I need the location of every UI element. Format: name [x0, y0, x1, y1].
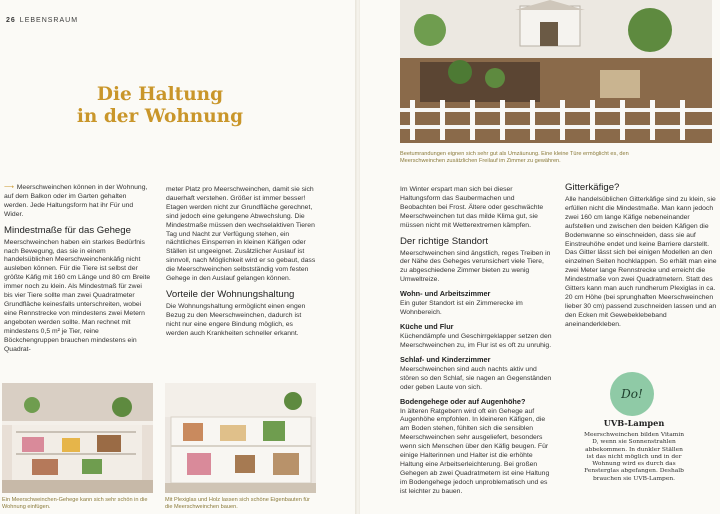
left-column-1	[4, 184, 152, 357]
caption-photo-1: Ein Meerschweinchen-Gehege kann sich sehr schön in die Wohnung einfügen.	[2, 497, 148, 510]
paragraph-gitterkaefige: Alle handelsüblichen Gitterkäfige sind zu klein, sie erfüllen nicht die Mindestmaße. Man kann jedoch zwei 160 cm lange Käfige nebeneinander aufstellen und zwischen den beiden Käfigen die Bodenwanne so einschneiden, dass sie auf Einstreuhöhe endet und keine Barriere darstellt. Das Gitter lässt sich bei einigen Modellen an den einzelnen Seiten hochklappen. So erhält man eine zwei Meter lange Rennstrecke und erreicht die Mindestmaße von zwei Quadratmetern. Statt des Gitters kann man auch rundherum Plexiglas in ca. 20 cm Höhe (bei sprunghaften Meerschweinchen lieber 30 cm) passend zuschneiden lassen und an den Ecken mit Gewebeklebeband aneinanderkleben.	[565, 196, 717, 328]
heading-gitterkaefige: Gitterkäfige?	[565, 182, 620, 193]
do-badge: Do!	[610, 372, 654, 416]
arrow-icon: ⟶	[4, 184, 14, 191]
uvb-heading: UVB-Lampen	[603, 418, 665, 428]
paragraph-winter: Im Winter erspart man sich bei dieser Haltungsform das Saubermachen und Beobachten bei Frost. Ältere oder geschwächte Meerschweinchen tut das milde Klima gut, sie müssen nicht mit Wetterextremen kämpfen.	[400, 186, 544, 229]
heading-vorteile: Vorteile der Wohnungshaltung	[166, 288, 295, 300]
right-column-1	[400, 186, 552, 500]
paragraph-wohnzimmer: Ein guter Standort ist ein Zimmerecke im Wohnbereich.	[400, 300, 523, 317]
subheading-wohnzimmer: Wohn- und Arbeitszimmer	[400, 289, 491, 299]
section-label: LEBENSRAUM	[19, 17, 79, 24]
paragraph-platz: meter Platz pro Meerschweinchen, damit sie sich dauerhaft verstehen. Größer ist immer besser! Etagen werden nicht zur Grundfläche gerechnet, sind jedoch eine gelungene Abwechslung. Die Mindestmaße müssen den wechselaktiven Tieren Tag und Nacht zur Verfügung stehen, ein nächtliches Einsperren in kleinen Käfigen oder Ställen ist ungeeignet. Zusätzlicher Auslauf ist sinnvoll, nach Möglichkeit wird er so gebaut, dass die Meerschweinchen selbstständig vom festen Gehege in den Auslauf gelangen können.	[166, 186, 316, 283]
photo-enclosure-living-room	[2, 383, 153, 493]
paragraph-schlafzimmer: Meerschweinchen sind auch nachts aktiv und stören so den Schlaf, sie nagen an Gegenständen oder geben Laute von sich.	[400, 365, 552, 391]
running-header	[6, 17, 78, 24]
intro-paragraph: ⟶ Meerschweinchen können in der Wohnung, auf dem Balkon oder im Garten gehalten werden. Jede Haltungsform hat ihr Für und Wider.	[4, 184, 148, 218]
paragraph-vorteile: Die Wohnungshaltung ermöglicht einen engen Bezug zu den Meerschweinchen, dadurch ist nicht nur eine engere Bindung möglich, es werden auch Krankheiten schneller erkannt.	[166, 302, 306, 337]
caption-photo-2: Mit Plexiglas und Holz lassen sich schöne Eigenbauten für die Meerschweinchen bauen.	[165, 497, 310, 510]
paragraph-bodengehege: In älteren Ratgebern wird oft ein Gehege auf Augenhöhe empfohlen. In kleineren Käfigen, die am Boden stehen, fühlten sich die sensiblen Meerschweinchen sehr ausgeliefert, besonders wenn sich Menschen über den Käfig beugen. Für einige Halterinnen und Halter ist die erhöhte Haltung eine Arbeitserleichterung. Bei großen Gehegen ab zwei Quadratmetern ist eine Haltung im Bodengehege jedoch unproblematisch und es ist leichter zu bauen.	[400, 407, 550, 495]
caption-top-photo: Beetumrandungen eignen sich sehr gut als Umzäunung. Eine kleine Türe ermöglicht es, den Meerschweinchen zusätzlichen Freilauf im Zimmer zu gewähren.	[400, 151, 629, 164]
heading-mindestmasse: Mindestmaße für das Gehege	[4, 224, 131, 236]
left-page	[0, 0, 356, 514]
paragraph-kueche: Küchendämpfe und Geschirrgeklapper setzen den Meerschweinchen zu, im Flur ist es oft zu unruhig.	[400, 332, 552, 349]
paragraph-standort: Meerschweinchen sind ängstlich, reges Treiben in der Nähe des Geheges verunsichert viele Tiere, zu abgeschiedene Zimmer bieten zu wenig Umweltreize.	[400, 249, 551, 284]
right-column-2	[565, 182, 717, 333]
uvb-text: Meerschweinchen bilden Vitamin D, wenn sie Sonnenstrahlen abbekommen. In dunkler Ställen ist das nicht möglich und in der Wohnung wird es durch das Fensterglas abgefangen. Deshalb brauchen sie UVB-Lampen.	[583, 432, 685, 482]
uvb-info-box	[583, 418, 685, 483]
photo-fenced-enclosure	[400, 0, 712, 143]
subheading-bodengehege: Bodengehege oder auf Augenhöhe?	[400, 396, 526, 406]
subheading-schlafzimmer: Schlaf- und Kinderzimmer	[400, 354, 491, 364]
heading-standort: Der richtige Standort	[400, 235, 488, 247]
left-column-2	[166, 186, 316, 342]
page-number: 26	[6, 17, 16, 24]
paragraph-mindestmasse: Meerschweinchen haben ein starkes Bedürfnis nach Bewegung, das sie in einem handelsüblichen Meerschweinchenkäfig nicht ausleben können. Für die Tiere ist selbst der größte Käfig mit 160 cm Länge und 80 cm Breite immer noch zu klein. Als Mindestmaß für zwei bis vier Tiere sollte man zwei Quadratmeter Grundfläche keinesfalls unterschreiten, wobei eine Rennstrecke von mindestens zwei Metern angeboten werden sollte. Man rechnet mit mindestens 0,5 m² je Tier, reine Böckchengruppen brauchen mindestens ein Quadrat-	[4, 238, 151, 353]
subheading-kueche: Küche und Flur	[400, 321, 454, 331]
photo-plexiglass-enclosure	[165, 383, 316, 493]
page-title: Die Haltung in der Wohnung	[76, 84, 244, 127]
